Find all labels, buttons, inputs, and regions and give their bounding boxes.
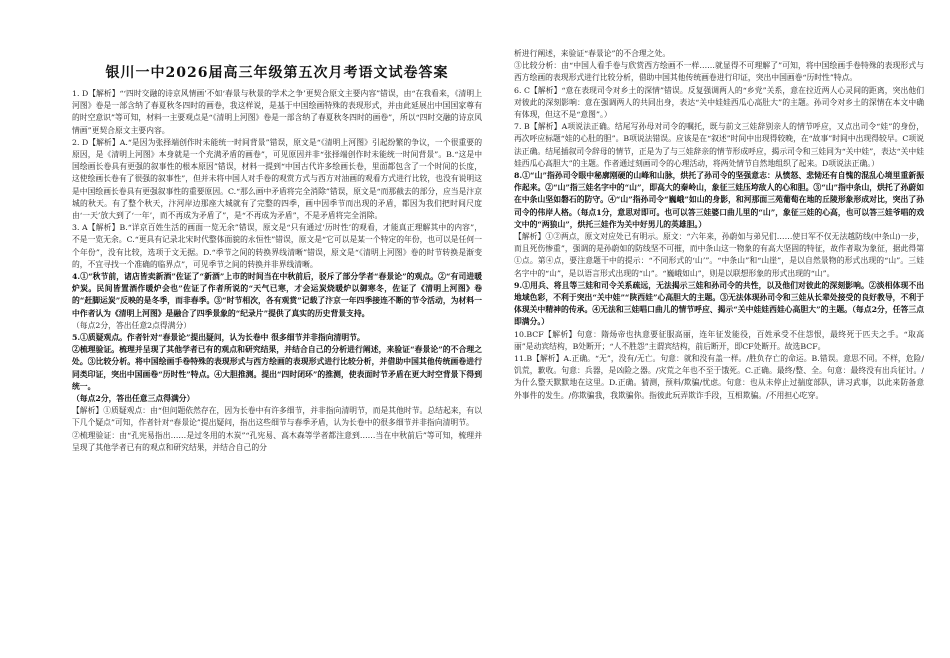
- answer-paragraph: 5.①质疑观点。作者针对“春景论”提出疑问，认为长卷中 很多细节并非指向清明节。: [72, 333, 365, 343]
- answer-paragraph: 【解析】①②两点，原文对应处已有明示。原文：“六年来，孙蔚如与弟兄们……使日军不仅无法越防线(中条山)一步，而且死伤惨重”，强调的是孙蔚如的防线坚不可摧，而中条山这一物象的有高大坚固的特征，故作者取为象征，据此得第①点。第④点，要注意题干中的提示：“不同形式的‘山’”。“中条山”和“山崖”，是以自然景物的形式出现的“山”。三娃名字中的“山”，是以语言形式出现的“山”。“巍峨如山”，则是以联想形象的形式出现的“山”。: [514, 232, 924, 278]
- answer-paragraph: 11.B【解析】A.正确。“无”，没有/无亡。句意：就和没有盖一样。/胜负存亡的命运。B.错误。意思不同。不样，危险/饥荒，歉收。句意：兵器，是凶险之器。/灾荒之年也不至于饿死。C.正确。最终/整、全。句意：最终没有出兵征讨。/为什么整天默默地在这里。D.正确。猜测，预料/欺骗/忧虑。句意：也从未停止过揣度部队，讲习武事，以此来防备意外事件的发生。/你欺骗我，我欺骗你。指彼此玩弄欺诈手段，互相欺骗。/不用担心吃穿。: [514, 354, 924, 400]
- answer-paragraph: 10.BCF【解析】句意：隋炀帝也执意要征服高丽，连年征发能役，百姓承受不住怨恨，最终死于匹夫之手。“取高丽”是动宾结构，B处断开；“人不胜怨”主谓宾结构，前后断开，即CF处断开。故选BCF。: [514, 329, 924, 351]
- answer-paragraph: 1. D【解析】“‘四时交融的诗京风情画’不如‘春景与秋景的学术之争’更契合原文主要内容”错误，由“在我看来，《清明上河图》卷是一部含纳了春夏秋冬四时的画卷，我这样说，是基于中国绘画特殊的表现形式，并由此延展出中国国家尊有的时空意识”等可知，材料一主要观点是“《清明上河图》卷是一部含纳了春夏秋冬四时的画卷”，所以“四时交融的诗京风情画”更契合原文主要内容。: [72, 89, 482, 135]
- answer-paragraph: 2. D【解析】A.“是因为张择端创作时未能统一时间背景”错误，原文是“《清明上河图》引起纷繁的争议，一个很重要的原因，是《清明上河图》本身就是一个充满矛盾的画卷”，可见原因并非“张择端创作时未能统一时间背景”。B.“这是中国绘画长卷具有更强的叙事性的根本原因”错误，材料一提到“中国古代许多绘画长卷，里面都包含了一个时间的长度，这使绘画长卷有了很强的叙事性”，但并未将中国人对手卷的观赏方式与西方对油画的观看方式进行比较，也没有说明这是中国绘画长卷具有更强叙事性的重要原因。C.“那么画中矛盾将完全消除”错误，原文是“而那截去的部分，应当是汴京城的秋天。有了整个秋天，汴河岸边那座大城就有了完整的四季，画中因季节而出现的矛盾，都因为我们把时间尺度由‘一天’放大到了‘一年’，而不再成为矛盾了”，是“不再成为矛盾”，不是矛盾将完全消除。: [72, 137, 482, 221]
- answer-paragraph: 析进行阐述，来验证“春景论”的不合理之处。: [514, 49, 671, 58]
- answer-paragraph: 6. C【解析】“意在表现司令对乡土的深情”错误。反复强调两人的“乡党”关系，意在拉近两人心灵间的距离，突出他们对彼此的深刻影响：意在强调两人的共同出身，表达“关中娃娃西瓜心高肚大”的主题。孙司令对乡土的深情在本文中确有体现，但这不是“意图”。）: [514, 85, 924, 120]
- answer-paragraph: 3. A【解析】B.“详京百姓生活的画面一览无余”错误，原文是“只有通过‘历时性’的观看，才能真正理解其中的内容”，不是一览无余。C.“更具有记录北宋时代整体面貌的永恒性”错误，原文是“它可以是某一个特定的年份，也可以是任何一个年份”，没有比较，选项于文无据。D.“季节之间的转换界线清晰”错误，原文是“《清明上河图》卷的时节转换是渐变的，不宜寻找一个准确的临界点”，可见季节之间的转换并非界线清晰。: [72, 223, 482, 269]
- answer-paragraph: ②梳理验证：由“孔宪易指出……是过冬用的木炭”“孔宪易、高木森等学者都注意到……当在中秋前后”等可知，梳理并呈现了其他学者已有的观点和研究结果，并结合自己的分: [72, 430, 482, 452]
- answer-paragraph: （每点2分，答出任意2点得满分）: [72, 320, 192, 330]
- answer-paragraph: 8.①“山”指孙司令眼中秘廓刚硬的山峰和山脉，烘托了孙司令的坚强意志：从愤怒、悲恸还有自愧的混乱心境里重新振作起来。②“山”指三娃名字中的“山”，即高大的秦岭山，象征三娃压垮敌人的心和胆。③“山”指中条山，烘托了孙蔚如在中条山坚如磐石的防守。④“山”指孙司令“巍峨”如山的身影，和河那面三苑葡萄在地的丘陵形象形成对比，突出了孙司令的伟岸人格。（每点1分，意思对即可。也可以答三娃婆口曲儿里的“山”，象征三娃的心高，也可以答三娃爷唱的戏文中的“两狼山”，烘托三娃作为关中好男儿的英雄胆。）: [514, 171, 924, 229]
- answer-paragraph: 4.①“秋节前，诸店皆卖新酒”佐证了“新酒”上市的时间当在中秋前后，驳斥了部分学者“春景论”的观点。②“有司进暖炉炭。民间皆置酒作暖炉会也”佐证了作者所说的“天气已寒，才会运炭烧暖炉以御寒冬，佐证了《清明上河图》卷的“赶脚运炭”反映的是冬季，而非春季。③“时节相次，各有观赏”记载了汴京一年四季接连不断的节令活动，为材料一中作者认为《清明上河图》是融合了四季景象的“纪录片”提供了真实的历史背景支持。: [72, 272, 482, 318]
- right-column: [514, 0, 924, 658]
- answer-paragraph: （每点2分，答出任意三点得满分）: [72, 394, 195, 404]
- answer-paragraph: 9.①用兵、将且等三娃和司令关系疏远，无法揭示三娃和孙司令的共性，以及他们对彼此的深刻影响。②淡相体现不出地域色彩，不利于突出“关中娃”“陕西娃”心高胆大的主题。③无法体现孙司令和三娃从长辈处接受的良好教导，不利于体现关中精神的传承。④无法和三娃唱口曲儿的情节呼应、揭示“关中娃娃西娃心高胆大”的主题。（每点2分，任答三点即满分。）: [514, 280, 924, 327]
- answer-paragraph: 7. B【解析】A项说法正确。结尾写孙母对司令的嘱托，既与前文三娃辞别亲人的情节呼应，又点出司令“娃”的身份，再次呼应标题“娃的心肚的胆”。B项说法错误。应该是在“叙述”时间中出现得较晚，在“故事”时间中出现得较早。C项说法正确。结尾插叙司令辞母的情节，正是为了与三娃辞亲的情节形成呼应，揭示司令和三娃同为“关中娃”，表达“关中娃娃西瓜心高胆大”的主题。作者通过刻画司令的心理活动，将两处情节自然地组织了起来。D项说法正确。）: [514, 122, 924, 168]
- left-column: [72, 0, 482, 658]
- page-title: 银川一中2026届高三年级第五次月考语文试卷答案: [105, 65, 449, 81]
- answer-paragraph: ②梳理验证。梳理并呈现了其他学者已有的观点和研究结果，并结合自己的分析进行阐述，来验证“春景论”的不合理之处。③比较分析。将中国绘画手卷特殊的表现形式与西方绘画的表现形式进行比较分析，并借助中国其他传统画卷进行同类印证，突出中国画卷“历时性”特点。④大胆推测。提出“四时闭环”的推测，使表面时节矛盾在更大时空背景下得到统一。: [72, 345, 482, 391]
- answer-paragraph: 【解析】①质疑观点：由“但问题依然存在，因为长卷中有许多细节，并非指向清明节，而是其他时节。总结起来，有以下几个疑点”可知，作者针对“春景论”提出疑问，指出这些细节与春季矛盾，认为长卷中的很多细节并非指向清明节。: [72, 406, 482, 428]
- answer-paragraph: ③比较分析：由“中国人看手卷与欣赏西方绘画不一样……就显得不可理解了”可知，将中国绘画手卷特殊的表现形式与西方绘画的表现形式进行比较分析，借助中国其他传统画卷进行印证，突出中国画卷“历时性”特点。: [514, 61, 924, 83]
